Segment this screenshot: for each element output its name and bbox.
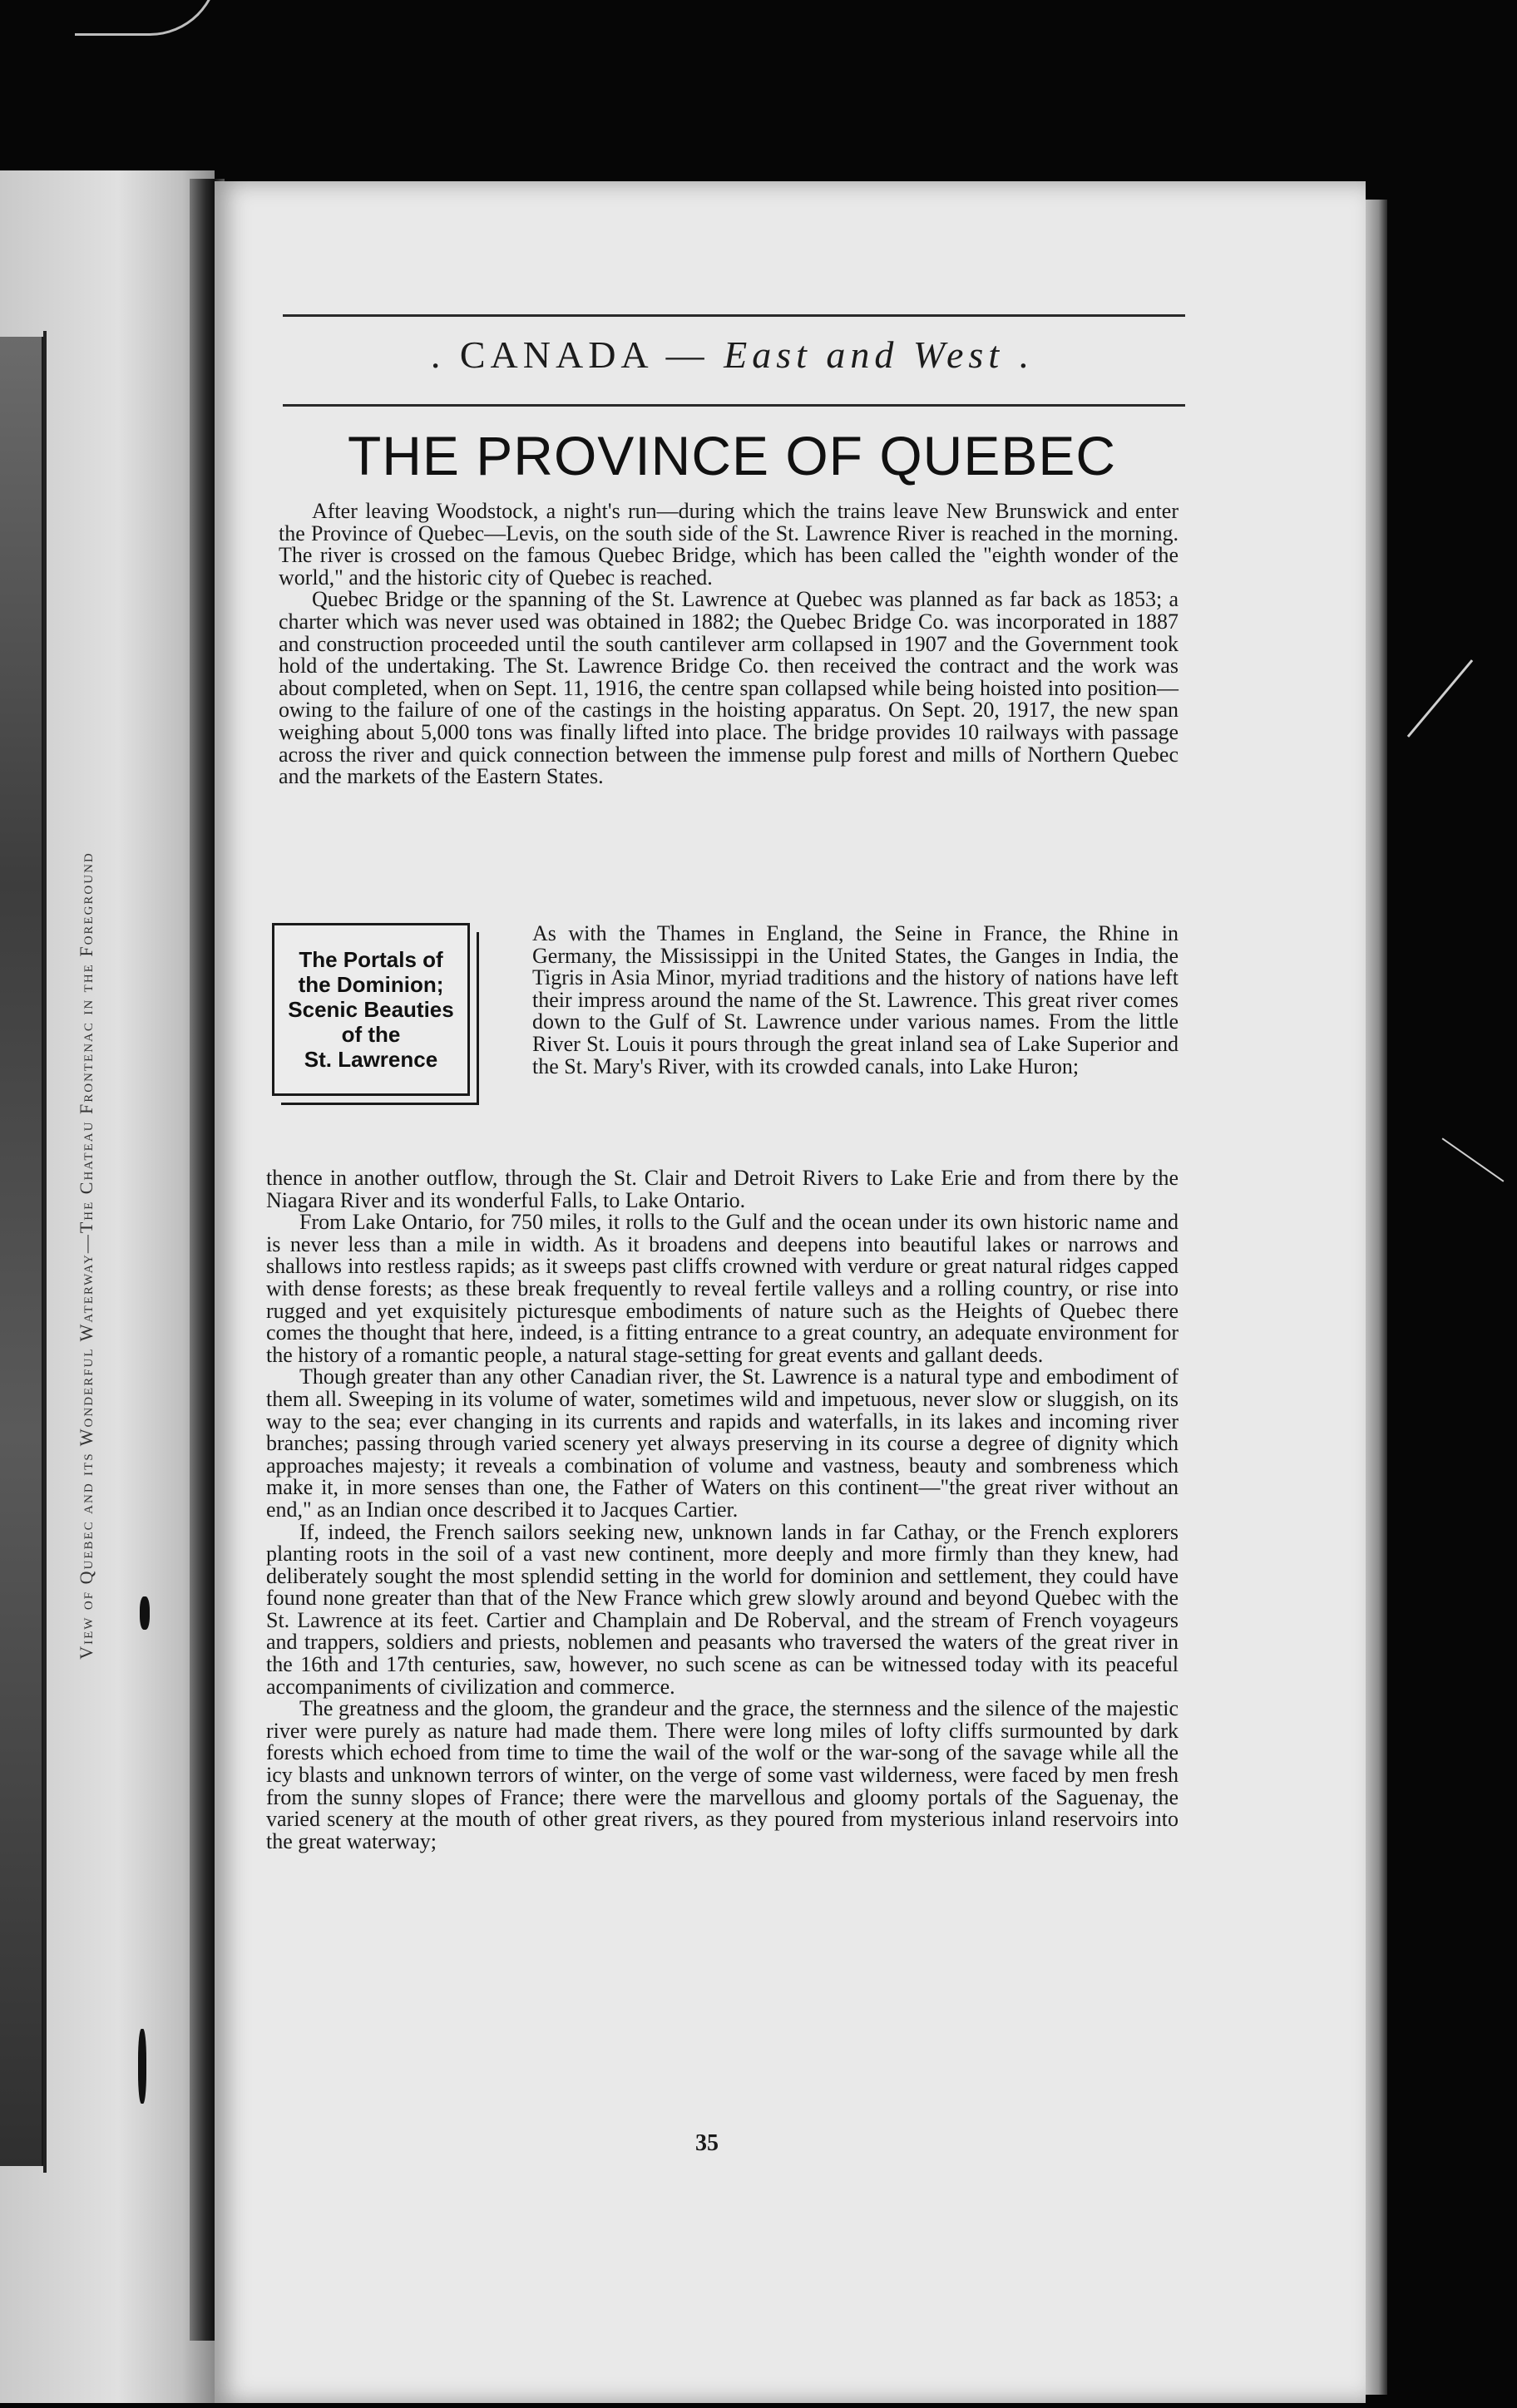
running-head-prefix: . CANADA — <box>430 333 724 376</box>
wrapped-text <box>532 923 1179 1078</box>
running-head-suffix: . <box>1004 333 1034 376</box>
header-top-rule <box>283 314 1185 317</box>
running-head <box>283 333 1181 377</box>
page-title: THE PROVINCE OF QUEBEC <box>347 425 1117 486</box>
paragraph: The greatness and the gloom, the grandeur and the grace, the sternness and the silence of the majestic river were purely as nature had made them. There were long miles of lofty cliffs surmounted by dark forests which echoed from time to time the wail of the wolf or the war-song of the savage while all the icy blasts and unknown terrors of winter, on the verge of some vast wilderness, were faced by men fresh from the sunny slopes of France; there were the marvellous and gloomy portals of the Saguenay, the varied scenery at the mouth of other great rivers, as they poured from mysterious inland reservoirs into the great waterway; <box>266 1696 1179 1853</box>
paragraph: If, indeed, the French sailors seeking new, unknown lands in far Cathay, or the French explorers planting roots in the soil of a vast new continent, more deeply and more firmly than they knew, had deliberately sought the most splendid setting in the world for dominion and settlement, they could have found none greater than that of the New France which grew slowly around and beyond Quebec with the St. Lawrence at its feet. Cartier and Champlain and De Roberval, and the stream of French voyageurs and trappers, soldiers and priests, noblemen and peasants who traversed the waters of the great river in the 16th and 17th centuries, saw, however, no such scene as can be witnessed today with its peaceful accompaniments of civilization and commerce. <box>266 1519 1179 1699</box>
intro-text <box>279 501 1179 788</box>
left-page-photo <box>0 337 45 2166</box>
sidebar-heading: The Portals of the Dominion; Scenic Beauties of the St. Lawrence <box>288 947 454 1072</box>
paragraph: As with the Thames in England, the Seine in France, the Rhine in Germany, the Mississippi in the United States, the Ganges in India, the Tigris in Asia Minor, myriad traditions and the history of nations have left their impress around the name of the St. Lawrence. This great river comes down to the Gulf of St. Lawrence under various names. From the little River St. Louis it pours through the great inland sea of Lake Superior and the St. Mary's River, with its crowded canals, into Lake Huron; <box>532 921 1179 1078</box>
gutter-mark <box>138 2029 146 2104</box>
body-text <box>266 1167 1179 1853</box>
left-photo-frame <box>43 331 47 2173</box>
page-edge <box>1366 200 1387 2395</box>
gutter-mark <box>140 1596 150 1630</box>
paragraph: From Lake Ontario, for 750 miles, it rolls to the Gulf and the ocean under its own historic name and is never less than a mile in width. As it broadens and deepens into beautiful lakes or narrows and shallows into restless rapids; as it sweeps past cliffs crowned with verdure or great natural ridges capped with dense forests; as these break frequently to reveal fertile valleys and a rolling country, or rise into rugged and yet exquisitely picturesque embodiments of nature such as the Heights of Quebec there comes the thought that here, indeed, is a fitting entrance to a great country, an adequate environment for the history of a romantic people, a natural stage-setting for great events and gallant deeds. <box>266 1210 1179 1367</box>
paragraph: Though greater than any other Canadian river, the St. Lawrence is a natural type and embodiment of them all. Sweeping in its volume of water, sometimes wild and impetuous, never slow or sluggish, on its way to the sea; ever changing in its currents and rapids and waterfalls, in its lakes and incoming river branches; passing through varied scenery yet always preserving in its course a degree of dignity which approaches majesty; it reveals a combination of volume and vastness, beauty and sombreness which make it, in more senses than one, the Father of Waters on this continent—"the great river without an end," as an Indian once described it to Jacques Cartier. <box>266 1364 1179 1522</box>
paragraph: After leaving Woodstock, a night's run—during which the trains leave New Brunswick and enter the Province of Quebec—Levis, on the south side of the St. Lawrence River is reached in the morning. The river is crossed on the famous Quebec Bridge, which has been called the "eighth wonder of the world," and the historic city of Quebec is reached. <box>279 499 1179 590</box>
sidebar-heading-box <box>272 923 470 1096</box>
side-caption: View of Quebec and its Wonderful Waterway—The Chateau Frontenac in the Foreground <box>76 851 96 1660</box>
header-bottom-rule <box>283 404 1185 407</box>
paragraph: Quebec Bridge or the spanning of the St. Lawrence at Quebec was planned as far back as 1853; a charter which was never used was obtained in 1882; the Quebec Bridge Co. was incorporated in 1887 and construction proceeded until the south cantilever arm collapsed in 1907 and the Government took hold of the undertaking. The St. Lawrence Bridge Co. then received the contract and the work was about completed, when on Sept. 11, 1916, the centre span collapsed while being hoisted into position—owing to the failure of one of the castings in the hoisting apparatus. On Sept. 20, 1917, the new span weighing about 5,000 tons was finally lifted into place. The bridge provides 10 railways with passage across the river and quick connection between the immense pulp forest and mills of Northern Quebec and the markets of the Eastern States. <box>279 587 1179 789</box>
running-head-italic: East and West <box>724 333 1005 376</box>
paragraph: thence in another outflow, through the St. Clair and Detroit Rivers to Lake Erie and from there by the Niagara River and its wonderful Falls, to Lake Ontario. <box>266 1166 1179 1212</box>
page-number: 35 <box>695 2130 719 2156</box>
